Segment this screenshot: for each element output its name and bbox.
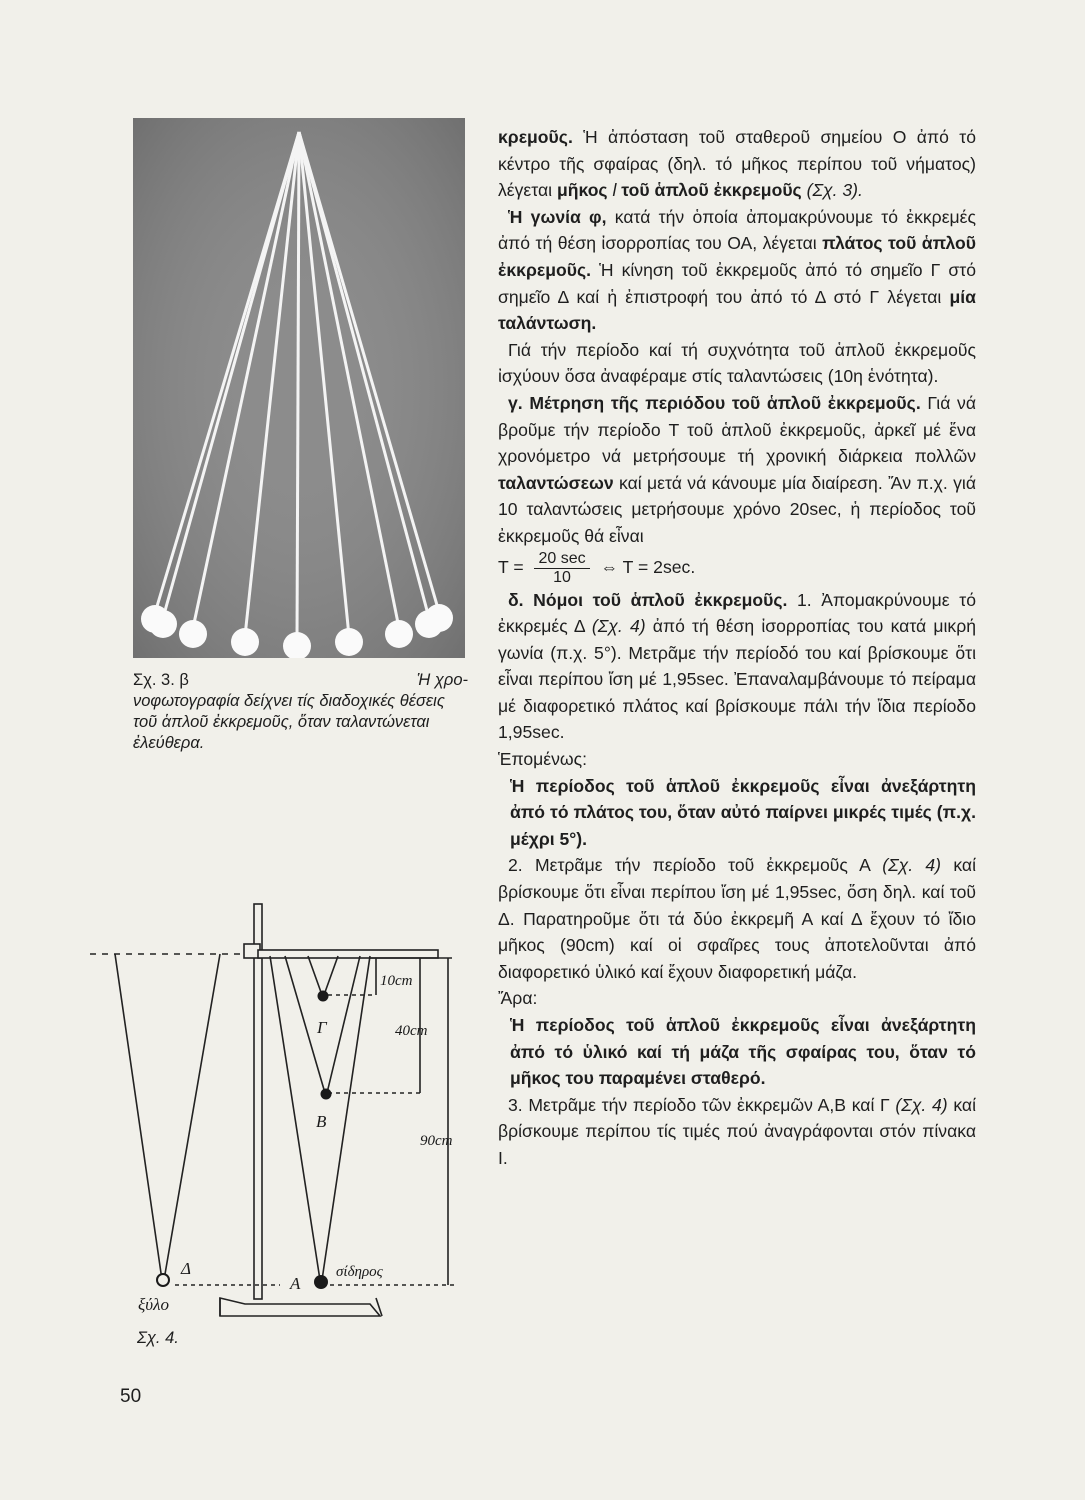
label-d: Δ [181, 1259, 191, 1278]
law-mass-independence: Ἡ περίοδος τοῦ ἁπλοῦ ἐκκρεμοῦς εἶναι ἀνεξάρτητη ἀπό τό ὑλικό καί τή μάζα τῆς σφαίρας του, ὅταν τό μῆκος του παραμένει σταθερό. [510, 1015, 976, 1089]
pendulum-bob [141, 605, 169, 633]
pendulum-a-string-right [322, 956, 370, 1280]
paragraph-amplitude [498, 204, 976, 337]
figure-3-caption-lead: Ἡ χρο- [416, 671, 468, 689]
text-run: l [607, 180, 622, 201]
fraction-denominator: 10 [553, 568, 571, 586]
label-b: Β [316, 1112, 327, 1131]
pendulum-bob [231, 628, 259, 656]
text-run: 1. Ἀπομακρύνουμε τό ἐκκρεμές Δ [498, 589, 976, 637]
pendulum-bob [335, 628, 363, 656]
page-number: 50 [120, 1386, 142, 1407]
text-run: (Σχ. 3). [801, 180, 863, 201]
paragraph-laws-3 [498, 1092, 976, 1172]
paragraph-laws-1 [498, 587, 976, 747]
pendulum-bob [385, 620, 413, 648]
text-run: πλάτος τοῦ ἁπλοῦ ἐκκρεμοῦς. [498, 233, 976, 280]
bob-d-wood [157, 1274, 169, 1286]
pendulum-string [297, 132, 299, 640]
pendulum-bob [179, 620, 207, 648]
text-run: 2. Μετρᾶμε τήν περίοδο τοῦ ἐκκρεμοῦς Α [508, 855, 883, 876]
text-run: ταλαντώσεων [498, 472, 614, 493]
label-wood: ξύλο [138, 1295, 169, 1314]
pendulum-d-string-right [164, 954, 220, 1280]
text-run: καί βρίσκουμε ὅτι εἶναι περίπου ἴση μέ 1,95sec, ὅση δηλ. καί τοῦ Δ. Παρατηροῦμε ὅτι τά δύο ἐκκρεμῆ Α καί Δ ἔχουν τό ἴδιο μῆκος (90cm) καί οἱ σφαῖρες τους ἀποτελοῦνται ἀπό διαφορετικό ὑλικό καί ἔχουν διαφορετική μάζα. [498, 855, 976, 982]
pendulum-b-string-right [327, 956, 360, 1093]
label-40cm: 40cm [395, 1023, 428, 1039]
text-run: Ἡ κίνηση τοῦ ἐκκρεμοῦς ἀπό τό σημεῖο Γ στό σημεῖο Δ καί ἡ ἐπιστροφή του ἀπό τό Δ στό Γ λέγεται [498, 259, 976, 307]
text-run: (Σχ. 4) [882, 855, 942, 876]
text-run: μῆκος [556, 180, 608, 201]
text-run: Ἡ ἀπόσταση τοῦ σταθεροῦ σημείου Ο ἀπό τό κέντρο τῆς σφαίρας (δηλ. τό μῆκος περίπου τοῦ νήματος) λέγεται [498, 127, 976, 201]
fraction-numerator: 20 sec [534, 550, 589, 569]
pendulum-d-string-left [115, 954, 162, 1280]
text-run: ἀπό τή θέση ἰσορροπίας του κατά μικρή γωνία (π.χ. 5°). Μετρᾶμε τήν περίοδό του καί βρίσκουμε ὅτι εἶναι περίπου ἴση μέ 1,95sec. Ἐπαναλαμβάνουμε τό πείραμα μέ διαφορετικό πλάτος καί βρίσκουμε πάλι τήν ἴδια περίοδο 1,95sec. [498, 616, 977, 743]
text-run: κατά τήν ὁποία ἀπομακρύνουμε τό ἐκκρεμές ἀπό τή θέση ἰσορροπίας του ΟΑ, λέγεται [498, 206, 976, 254]
text-run: (Σχ. 4) [895, 1094, 948, 1115]
figure-4-pendulum-apparatus [80, 900, 500, 1320]
equation-result: ⇔ T = 2sec. [600, 556, 696, 577]
label-90cm: 90cm [420, 1133, 453, 1149]
label-a: Α [290, 1274, 301, 1293]
pendulum-bob [425, 604, 453, 632]
text-run: δ. Νόμοι τοῦ ἁπλοῦ ἐκκρεμοῦς. [508, 589, 788, 610]
text-run: καί μετά νά κάνουμε μία διαίρεση. Ἄν π.χ. γιά 10 ταλαντώσεις μετρήσουμε χρόνο 20sec, ἡ περίοδος τοῦ ἐκκρεμοῦς θά εἶναι [498, 472, 976, 546]
text-run: 3. Μετρᾶμε τήν περίοδο τῶν ἐκκρεμῶν Α,Β καί Γ [508, 1094, 896, 1115]
paragraph-length [498, 124, 976, 204]
text-run: Γιά νά βροῦμε τήν περίοδο Τ τοῦ ἁπλοῦ ἐκκρεμοῦς, ἀρκεῖ μέ ἕνα χρονόμετρο νά μετρήσουμε τή χρονική διάρκεια πολλῶν [498, 392, 977, 467]
text-run: (Σχ. 4) [591, 616, 646, 637]
equation-lhs: T = [498, 556, 524, 577]
text-run: μία ταλάντωση. [498, 286, 976, 334]
law-amplitude-independence: Ἡ περίοδος τοῦ ἁπλοῦ ἐκκρεμοῦς εἶναι ἀνεξάρτητη ἀπό τό πλάτος του, ὅταν αὐτό παίρνει μικρές τιμές (π.χ. μέχρι 5°). [510, 775, 976, 849]
text-run: Ἡ γωνία φ, [508, 206, 607, 227]
bob-a-iron [314, 1275, 328, 1289]
bob-g [318, 991, 329, 1002]
figure-4-caption: Σχ. 4. [137, 1329, 179, 1347]
paragraph-period-frequency: Γιά τήν περίοδο καί τή συχνότητα τοῦ ἁπλοῦ ἐκκρεμοῦς ἰσχύουν ὅσα ἀναφέραμε στίς ταλαντώσεις (10η ἑνότητα). [498, 339, 976, 387]
text-run: τοῦ ἁπλοῦ ἐκκρεμοῦς [621, 180, 802, 201]
stand-pole [254, 904, 262, 1299]
figure-3-label: Σχ. 3. β [133, 671, 189, 689]
paragraph-measurement [498, 390, 976, 550]
text-run: γ. Μέτρηση τῆς περιόδου τοῦ ἁπλοῦ ἐκκρεμοῦς. [508, 392, 921, 413]
figure-3-caption-text: νοφωτογραφία δείχνει τίς διαδοχικές θέσεις τοῦ ἁπλοῦ ἐκκρεμοῦς, ὅταν ταλαντώνεται ἐλεύθερα. [133, 692, 445, 752]
paragraph-therefore: Ἑπομένως: [498, 749, 588, 770]
text-run: καί βρίσκουμε περίπου τίς τιμές πού ἀναγράφονται στόν πίνακα Ι. [498, 1094, 977, 1168]
label-iron: σίδηρος [336, 1264, 383, 1280]
pendulum-chronophotograph [133, 118, 465, 658]
equation-fraction [534, 550, 589, 587]
equation-period [498, 550, 976, 587]
paragraph-hence: Ἄρα: [498, 988, 538, 1009]
paragraph-laws-2 [498, 852, 976, 985]
text-run: κρεμοῦς. [498, 127, 573, 147]
pendulum-photo-drawing [133, 118, 465, 658]
pendulum-g-string-left [308, 956, 322, 995]
figure-3-caption [133, 670, 468, 754]
label-10cm: 10cm [380, 973, 413, 989]
body-text-column [498, 124, 976, 1172]
pendulum-g-string-right [324, 956, 338, 995]
bob-b [321, 1089, 332, 1100]
stand-base [220, 1298, 380, 1316]
pendulum-a-string-left [270, 956, 320, 1280]
label-g: Γ [317, 1018, 327, 1037]
